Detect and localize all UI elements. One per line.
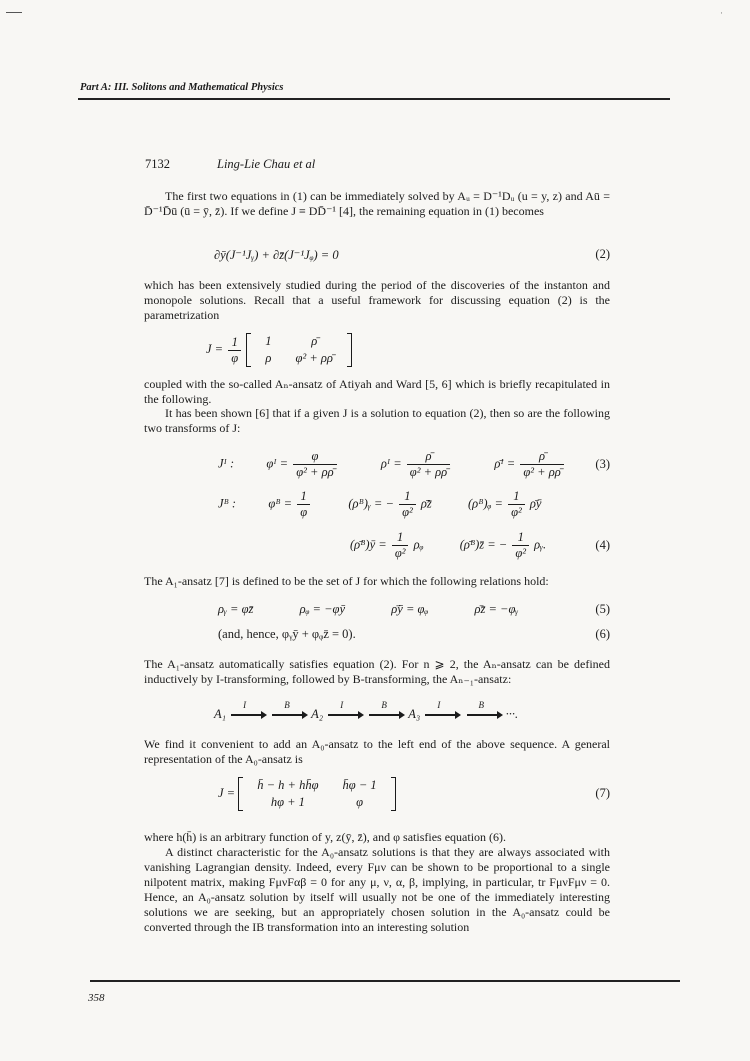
eq4-rhoy-tail: ρ̄z̄ (420, 496, 432, 511)
equation-2-number: (2) (595, 247, 610, 261)
eq4-rhoz-lhs: (ρᴮ)ᵩ = (467, 496, 503, 511)
eq4-rhoz-frac (508, 489, 525, 520)
author-line: Ling-Lie Chau et al (217, 157, 316, 171)
equation-7 (218, 777, 396, 811)
seq-arrow-i-3-label: I (437, 700, 441, 711)
param-lhs: J = (206, 341, 224, 356)
paragraph-3: coupled with the so-called Aₙ-ansatz of Atiyah and Ward [5, 6] which is briefly recapitulated in the following. (144, 377, 610, 406)
eq7-m21: hφ + 1 (270, 795, 305, 809)
eq7-m22: φ (356, 795, 364, 809)
eq4-rhobary-num: 1 (392, 530, 409, 546)
eq3-rho-frac (407, 449, 450, 480)
equation-5-number: (5) (595, 602, 610, 616)
seq-arrow-b-1 (272, 700, 306, 716)
eq4-phi-frac (297, 489, 310, 520)
eq4-rhobary-den: φ² (394, 546, 406, 560)
ansatz-sequence (214, 700, 519, 722)
page-code: 7132 (145, 157, 170, 171)
page-head (145, 157, 316, 172)
scan-speck: · (720, 8, 723, 18)
seq-arrow-i-2 (328, 700, 362, 716)
eq3-label: Jᴵ : (218, 456, 235, 471)
param-m11: 1 (265, 334, 272, 348)
section-title: Part A: III. Solitons and Mathematical Physics (80, 82, 284, 93)
seq-a1: A₁ (214, 707, 226, 721)
eq4-rhobary-frac (392, 530, 409, 561)
paragraph-5: The A₁-ansatz [7] is defined to be the set of J for which the following relations hold: (144, 574, 549, 588)
eq3-rho-den: φ² + ρρ̄ (409, 465, 448, 479)
eq3-phi-frac (293, 449, 336, 480)
eq4-rhobarz-num: 1 (512, 530, 529, 546)
seq-arrow-b-2-label: B (381, 700, 387, 711)
eq4-label: Jᴮ : (218, 496, 237, 511)
header-rule (78, 98, 670, 100)
eq3-rhobar-num: ρ̄ (520, 449, 563, 465)
seq-arrow-i-3 (425, 700, 459, 716)
eq4-phi-num: 1 (297, 489, 310, 505)
eq5-term-c: ρ̄ȳ = φᵩ (391, 602, 429, 616)
equation-6-number: (6) (595, 627, 610, 641)
paragraph-1: The first two equations in (1) can be immediately solved by Aᵤ = D⁻¹Dᵤ (u = y, z) and Aū = D̄⁻¹D̄ū (ū = ȳ, z̄). If we define J ≡ DD̄⁻¹ [4], the remaining equation in (1) becomes (144, 189, 610, 218)
equation-4-number: (4) (595, 538, 610, 552)
param-m21: ρ (265, 351, 272, 365)
eq4-rhoy-lhs: (ρᴮ)ᵧ = − (348, 496, 394, 511)
equation-4-line-2 (350, 530, 546, 561)
eq4-rhobarz-frac (512, 530, 529, 561)
eq7-lhs: J = (218, 785, 236, 800)
equation-3 (218, 449, 566, 480)
scan-mark (6, 12, 22, 13)
eq7-matrix (238, 777, 395, 811)
equation-4-line-1 (218, 489, 541, 520)
paragraph-9: A distinct characteristic for the A₀-ansatz solutions is that they are always associated with vanishing Lagrangian density. Indeed, every Fμν can be shown to be proportional to a single nilpotent matrix, making FμνFαβ = 0 for any μ, ν, α, β, implying, in particular, tr FμνFμν = 0. Hence, an A₀-ansatz solution by itself will usually not be one of the immediately interesting solutions we are seeking, but an appropriately chosen solution in the A₀-ansatz could be converted through the IB transformation into an interesting solution (144, 845, 610, 934)
eq4-rhobarz-tail: ρᵧ. (534, 537, 547, 552)
param-m12: ρ̄ (311, 334, 318, 348)
eq3-phi-den: φ² + ρρ̄ (296, 465, 334, 479)
seq-arrow-i-2-label: I (340, 700, 344, 711)
eq4-rhoz-num: 1 (508, 489, 525, 505)
eq4-rhoy-frac (399, 489, 416, 520)
eq4-rhobary-lhs: (ρ̄ᴮ)ȳ = (350, 537, 387, 552)
eq3-phi-num: φ (293, 449, 336, 465)
seq-arrow-i-1 (231, 700, 265, 716)
eq4-rhobarz-lhs: (ρ̄ᴮ)z̄ = − (459, 537, 508, 552)
eq3-rho-lhs: ρᴵ = (380, 456, 402, 471)
eq3-phi-lhs: φᴵ = (266, 456, 289, 471)
equation-6: (and, hence, φᵧȳ + φᵩz̄ = 0). (218, 627, 356, 641)
paragraph-6: The A₁-ansatz automatically satisfies equation (2). For n ⩾ 2, the Aₙ-ansatz can be defined inductively by I-transforming, followed by B-transforming, the Aₙ₋₁-ansatz: (144, 657, 610, 686)
param-m22: φ² + ρρ̄ (295, 351, 333, 365)
eq4-rhobarz-den: φ² (515, 546, 527, 560)
eq3-rhobar-lhs: ρ̄ᴵ = (494, 456, 516, 471)
equation-2: ∂ȳ(J⁻¹Jᵧ) + ∂z̄(J⁻¹Jᵩ) = 0 (214, 248, 339, 262)
eq4-phi-lhs: φᴮ = (268, 496, 293, 511)
seq-arrow-b-3-label: B (478, 700, 485, 711)
footer-rule (90, 980, 680, 982)
equation-5 (218, 602, 518, 617)
eq4-phi-den: φ (300, 505, 308, 519)
eq4-rhoz-tail: ρ̄ȳ (529, 496, 542, 511)
param-matrix (246, 333, 352, 367)
seq-arrow-i-1-label: I (243, 700, 247, 711)
eq5-term-d: ρ̄z̄ = −φᵧ (474, 602, 519, 616)
param-prefactor (228, 335, 241, 366)
eq4-rhoy-num: 1 (399, 489, 416, 505)
eq3-rhobar-frac (520, 449, 563, 480)
eq4-rhoy-den: φ² (402, 505, 413, 519)
eq3-rhobar-den: φ² + ρρ̄ (523, 465, 561, 479)
parametrization-equation (206, 333, 352, 367)
eq7-m11: h̄ − h + hh̄φ (257, 778, 319, 792)
seq-arrow-b-3 (467, 700, 501, 716)
eq5-term-b: ρᵩ = −φȳ (299, 602, 346, 616)
eq7-m12: h̄φ − 1 (342, 778, 377, 792)
seq-arrow-b-2 (369, 700, 403, 716)
eq4-rhobary-tail: ρᵩ (413, 537, 424, 552)
page-number: 358 (88, 992, 105, 1004)
paragraph-2: which has been extensively studied during the period of the discoveries of the instanton and monopole solutions. Recall that a useful framework for discussing equation (2) is the parametrization (144, 278, 610, 322)
seq-a3: A₃ (408, 707, 421, 721)
seq-a2: A₂ (311, 707, 324, 721)
paragraph-7: We find it convenient to add an A₀-ansatz to the left end of the above sequence. A general representation of the A₀-ansatz is (144, 737, 610, 766)
paragraph-4: It has been shown [6] that if a given J is a solution to equation (2), then so are the following two transforms of J: (144, 406, 610, 435)
seq-arrow-b-1-label: B (284, 700, 290, 711)
eq5-term-a: ρᵧ = φz̄ (218, 602, 254, 616)
equation-7-number: (7) (595, 786, 610, 800)
param-prefactor-num: 1 (228, 335, 241, 351)
equation-3-number: (3) (595, 457, 610, 471)
eq3-rho-num: ρ̄ (407, 449, 450, 465)
eq4-rhoz-den: φ² (511, 505, 522, 519)
param-prefactor-den: φ (231, 350, 239, 365)
seq-dots: ···. (505, 707, 519, 721)
paragraph-8: where h(h̄) is an arbitrary function of y, z(ȳ, z̄), and φ satisfies equation (6). (144, 830, 507, 844)
